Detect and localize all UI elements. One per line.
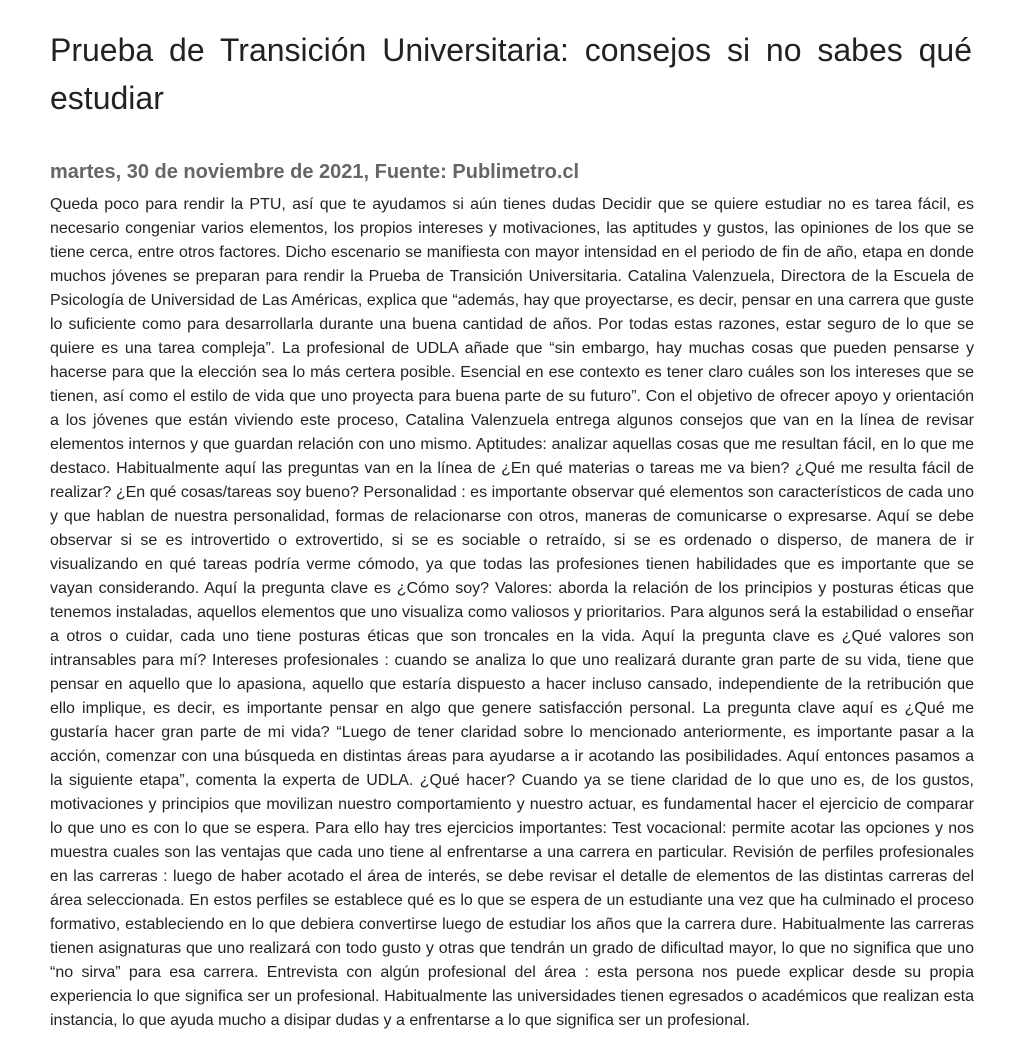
article-body: Queda poco para rendir la PTU, así que te ayudamos si aún tienes dudas Decidir que se quiere estudiar no es tarea fácil, es necesario congeniar varios elementos, los propios intereses y motivaciones, las aptitudes y gustos, las opiniones de los que se tiene cerca, entre otros factores. Dicho escenario se manifiesta con mayor intensidad en el periodo de fin de año, etapa en donde muchos jóvenes se preparan para rendir la Prueba de Transición Universitaria. Catalina Valenzuela, Directora de la Escuela de Psicología de Universidad de Las Américas, explica que “además, hay que proyectarse, es decir, pensar en una carrera que guste lo suficiente como para desarrollarla durante una buena cantidad de años. Por todas estas razones, estar seguro de lo que se quiere es una tarea compleja”. La profesional de UDLA añade que “sin embargo, hay muchas cosas que pueden pensarse y hacerse para que la elección sea lo más certera posible. Esencial en ese contexto es tener claro cuáles son los intereses que se tienen, así como el estilo de vida que uno proyecta para buena parte de su futuro”. Con el objetivo de ofrecer apoyo y orientación a los jóvenes que están viviendo este proceso, Catalina Valenzuela entrega algunos consejos que van en la línea de revisar elementos internos y que guardan relación con uno mismo. Aptitudes: analizar aquellas cosas que me resultan fácil, en lo que me destaco. Habitualmente aquí las preguntas van en la línea de ¿En qué materias o tareas me va bien? ¿Qué me resulta fácil de realizar? ¿En qué cosas/tareas soy bueno? Personalidad : es importante observar qué elementos son característicos de cada uno y que hablan de nuestra personalidad, formas de relacionarse con otros, maneras de comunicarse o expresarse. Aquí se debe observar si se es introvertido o extrovertido, si se es sociable o retraído, si se es ordenado o disperso, de manera de ir visualizando en qué tareas podría verme cómodo, ya que todas las profesiones tienen habilidades que es importante que se vayan considerando. Aquí la pregunta clave es ¿Cómo soy? Valores: aborda la relación de los principios y posturas éticas que tenemos instaladas, aquellos elementos que uno visualiza como valiosos y prioritarios. Para algunos será la estabilidad o enseñar a otros o cuidar, cada uno tiene posturas éticas que son troncales en la vida. Aquí la pregunta clave es ¿Qué valores son intransables para mí? Intereses profesionales : cuando se analiza lo que uno realizará durante gran parte de su vida, tiene que pensar en aquello que lo apasiona, aquello que estaría dispuesto a hacer incluso cansado, independiente de la retribución que ello implique, es decir, es importante pensar en algo que genere satisfacción personal. La pregunta clave aquí es ¿Qué me gustaría hacer gran parte de mi vida? “Luego de tener claridad sobre lo mencionado anteriormente, es importante pasar a la acción, comenzar con una búsqueda en distintas áreas para ayudarse a ir acotando las posibilidades. Aquí entonces pasamos a la siguiente etapa”, comenta la experta de UDLA. ¿Qué hacer? Cuando ya se tiene claridad de lo que uno es, de los gustos, motivaciones y principios que movilizan nuestro comportamiento y nuestro actuar, es fundamental hacer el ejercicio de comparar lo que uno es con lo que se espera. Para ello hay tres ejercicios importantes: Test vocacional: permite acotar las opciones y nos muestra cuales son las ventajas que cada uno tiene al enfrentarse a una carrera en particular. Revisión de perfiles profesionales en las carreras : luego de haber acotado el área de interés, se debe revisar el detalle de elementos de las distintas carreras del área seleccionada. En estos perfiles se establece qué es lo que se espera de un estudiante una vez que ha culminado el proceso formativo, estableciendo en lo que debiera convertirse luego de estudiar los años que la carrera dure. Habitualmente las carreras tienen asignaturas que uno realizará con todo gusto y otras que tendrán un grado de dificultad mayor, lo que no significa que uno “no sirva” para esa carrera. Entrevista con algún profesional del área : esta persona nos puede explicar desde su propia experiencia lo que significa ser un profesional. Habitualmente las universidades tienen egresados o académicos que realizan esta instancia, lo que ayuda mucho a disipar dudas y a enfrentarse a lo que significa ser un profesional. (50, 196, 974, 1029)
article-date-source: martes, 30 de noviembre de 2021, Fuente: Publimetro.cl (50, 161, 580, 183)
article-title: Prueba de Transición Universitaria: consejos si no sabes qué estudiar (50, 32, 972, 116)
